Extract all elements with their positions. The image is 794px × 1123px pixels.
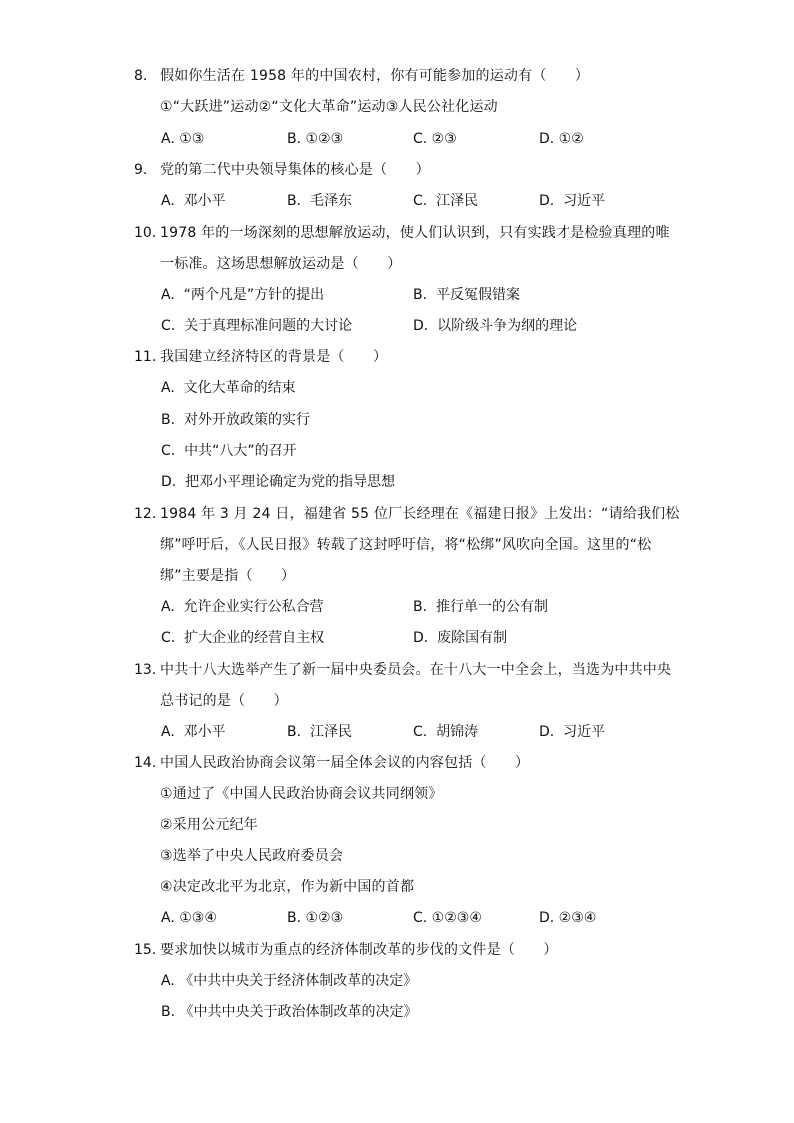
option-b: B. 毛泽东 xyxy=(287,193,352,209)
option-c: C. 中共“八大”的召开 xyxy=(161,443,297,459)
option-c: C. ②③ xyxy=(413,131,457,147)
question-stem: 绑”主要是指（ ） xyxy=(160,568,296,584)
question-stem: 我国建立经济特区的背景是（ ） xyxy=(160,349,388,365)
option-c: C. 扩大企业的经营自主权 xyxy=(161,630,325,646)
question-stem: 假如你生活在 1958 年的中国农村，你有可能参加的运动有（ ） xyxy=(160,68,590,84)
question-stem: 总书记的是（ ） xyxy=(160,693,288,709)
option-c: C. 江泽民 xyxy=(413,193,479,209)
question-stem: 1984 年 3 月 24 日，福建省 55 位厂长经理在《福建日报》上发出：“请给我们松 xyxy=(160,506,680,522)
option-a: A. ①③ xyxy=(161,131,205,147)
question-stem: ①“大跃进”运动②“文化大革命”运动③人民公社化运动 xyxy=(160,99,498,115)
document-page: 8. 假如你生活在 1958 年的中国农村，你有可能参加的运动有（ ） ①“大跃进”运动②“文化大革命”运动③人民公社化运动 A. ①③ B. ①②③ C. ②③ D. ①② 9. 党的第二代中央领导集体的核心是（ ） A. 邓小平 B. 毛泽东 C. 江泽民 D. 习近平 10. 1978 年的一场深刻的思想解放运动，使人们认识到，只有实践才是检验真理的唯 一标准。这场思想解放运动是（ ） A. “两个凡是”方针的提出 B. 平反冤假错案 C. 关于真理标准问题的大讨论 D. 以阶级斗争为纲的理论 11. 我国建立经济特区的背景是（ ） A. 文化大革命的结束 B. 对外开放政策的实行 C. 中共“八大”的召开 D. 把邓小平理论确定为党的指导思想 12. 1984 年 3 月 24 日，福建省 55 位厂长经理在《福建日报》上发出：“请给我们松 绑”呼吁后，《人民日报》转载了这封呼吁信，将“松绑”风吹向全国。这里的“松 绑”主要是指（ ） A. 允许企业实行公私合营 B. 推行单一的公有制 C. 扩大企业的经营自主权 D. 废除国有制 13. 中共十八大选举产生了新一届中央委员会。在十八大一中全会上，当选为中共中央 总书记的是（ ） A. 邓小平 B. 江泽民 C. 胡锦涛 D. 习近平 14. 中国人民政治协商会议第一届全体会议的内容包括（ ） ①通过了《中国人民政治协商会议共同纲领》 ②采用公元纪年 ③选举了中央人民政府委员会 ④决定改北平为北京，作为新中国的首都 A. ①③④ B. ①②③ C. ①②③④ D. ②③④ 15. 要求加快以城市为重点的经济体制改革的步伐的文件是（ ） A. 《中共中央关于经济体制改革的决定》 B. 《中共中央关于政治体制改革的决定》 xyxy=(134,68,680,1020)
option-d: D. 废除国有制 xyxy=(413,630,508,646)
option-a: A. 文化大革命的结束 xyxy=(161,380,296,396)
option-d: D. ①② xyxy=(539,131,584,147)
option-a: A. 允许企业实行公私合营 xyxy=(161,599,324,615)
option-a: A. “两个凡是”方针的提出 xyxy=(161,287,325,303)
option-b: B. 平反冤假错案 xyxy=(413,287,520,303)
question-statement: ①通过了《中国人民政治协商会议共同纲领》 xyxy=(160,786,443,802)
option-c: C. 关于真理标准问题的大讨论 xyxy=(161,318,353,334)
option-b: B. ①②③ xyxy=(287,131,344,147)
question-stem: 一标准。这场思想解放运动是（ ） xyxy=(160,256,402,272)
option-d: D. 习近平 xyxy=(539,193,606,209)
question-stem: 绑”呼吁后，《人民日报》转载了这封呼吁信，将“松绑”风吹向全国。这里的“松 xyxy=(160,537,652,553)
option-d: D. 把邓小平理论确定为党的指导思想 xyxy=(161,474,396,490)
question-stem: 1978 年的一场深刻的思想解放运动，使人们认识到，只有实践才是检验真理的唯 xyxy=(160,225,670,241)
option-a: A. 邓小平 xyxy=(161,724,226,740)
option-a: A. 《中共中央关于经济体制改革的决定》 xyxy=(161,973,418,989)
question-statement: ③选举了中央人民政府委员会 xyxy=(160,848,344,864)
option-b: B. 《中共中央关于政治体制改革的决定》 xyxy=(161,1004,418,1020)
question-statement: ②采用公元纪年 xyxy=(160,817,258,833)
option-c: C. ①②③④ xyxy=(413,910,482,926)
question-stem: 党的第二代中央领导集体的核心是（ ） xyxy=(160,162,430,178)
option-b: B. 江泽民 xyxy=(287,724,352,740)
option-b: B. 对外开放政策的实行 xyxy=(161,412,310,428)
question-stem: 中共十八大选举产生了新一届中央委员会。在十八大一中全会上，当选为中共中央 xyxy=(160,662,672,678)
option-c: C. 胡锦涛 xyxy=(413,724,479,740)
question-stem: 中国人民政治协商会议第一届全体会议的内容包括（ ） xyxy=(160,755,530,771)
option-d: D. 习近平 xyxy=(539,724,606,740)
option-d: D. ②③④ xyxy=(539,910,597,926)
option-b: B. ①②③ xyxy=(287,910,344,926)
question-stem: 要求加快以城市为重点的经济体制改革的步伐的文件是（ ） xyxy=(160,942,558,958)
option-b: B. 推行单一的公有制 xyxy=(413,599,548,615)
option-d: D. 以阶级斗争为纲的理论 xyxy=(413,318,578,334)
question-statement: ④决定改北平为北京，作为新中国的首都 xyxy=(160,879,415,895)
option-a: A. ①③④ xyxy=(161,910,217,926)
option-a: A. 邓小平 xyxy=(161,193,226,209)
